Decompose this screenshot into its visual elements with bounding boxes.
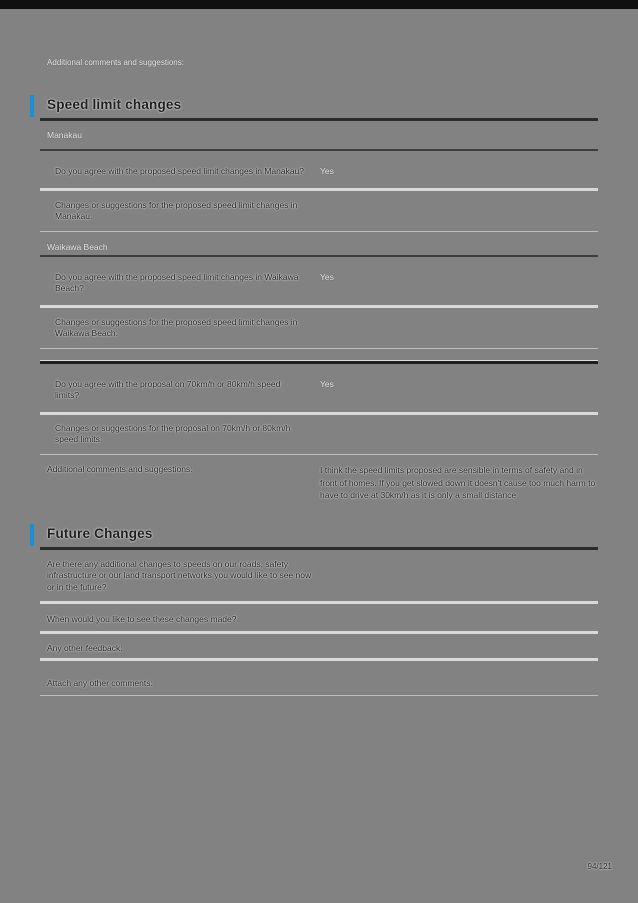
additional-comments-row [40,455,598,512]
waikawa-agree-row [40,257,598,308]
section-title-text: Speed limit changes [47,97,182,112]
question-label: Attach any other comments: [47,678,153,688]
waikawa-changes-row [40,308,598,349]
limits-70-80-changes-row [40,415,598,455]
answer-value: Yes [320,272,334,282]
question-label: Do you agree with the proposal on 70km/h or 80km/h speed limits? [55,379,281,400]
additional-comments-value: I think the speed limits proposed are sensible in terms of safety and in front of homes. If you get slowed down it doesn't cause too much harm to have to drive at 30km/h as it is only a small distance [320,465,596,500]
section-speed-limit-changes [40,97,598,121]
page-number: 94/121 [587,862,612,871]
subsection-manakau: Manakau [40,121,598,151]
question-label: When would you like to see these changes made? [47,614,237,624]
question-label: Do you agree with the proposed speed limit changes in Waikawa Beach? [55,272,299,293]
question-label: Any other feedback: [47,642,123,653]
limits-70-80-agree-row [40,364,598,415]
changes-label: Changes or suggestions for the proposed speed limit changes in Manakau: [55,200,298,221]
future-when-row [40,604,598,634]
changes-label: Changes or suggestions for the proposed speed limit changes in Waikawa Beach: [55,317,298,338]
section-title-text: Future Changes [47,525,153,541]
section-accent-bar [30,524,34,546]
subsection-waikawa-beach: Waikawa Beach [40,232,598,257]
divider-highlight [40,360,598,361]
section-accent-bar [30,95,34,117]
blank-subsection-divider [40,349,598,364]
future-other-feedback-row [40,634,598,662]
answer-value: Yes [320,379,334,389]
changes-label: Changes or suggestions for the proposal on 70km/h or 80km/h speed limits: [55,423,291,444]
future-additional-changes-row [40,550,598,605]
page-content [40,58,598,696]
question-label: Do you agree with the proposed speed limit changes in Manakau? [55,166,305,176]
header-note: Additional comments and suggestions: [47,58,184,67]
manakau-agree-row [40,151,598,191]
future-attach-comments-row [40,661,598,696]
section-future-changes [40,526,598,550]
question-label: Are there any additional changes to speeds on our roads, safety infrastructure or our land transport networks you would like to see now or in the future? [47,558,312,592]
additional-comments-label: Additional comments and suggestions: [47,464,193,474]
top-black-bar [0,0,638,9]
answer-value: Yes [320,166,334,176]
manakau-changes-row [40,191,598,232]
